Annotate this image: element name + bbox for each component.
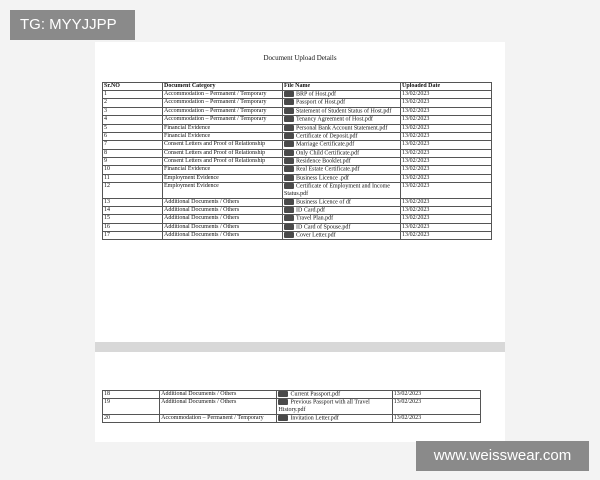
cell-uploaded-date-text: 13/02/2023 — [402, 215, 430, 222]
cell-document-category-text: Accommodation – Permanent / Temporary — [164, 99, 267, 106]
cell-file-name — [283, 107, 401, 115]
cell-sr-no-text: 4 — [104, 116, 107, 123]
table-row — [103, 124, 492, 132]
cell-uploaded-date — [392, 414, 480, 422]
redaction-mark — [284, 207, 294, 213]
cell-uploaded-date-text: 13/02/2023 — [402, 158, 430, 164]
cell-uploaded-date — [401, 174, 492, 182]
cell-sr-no-text: 15 — [104, 215, 110, 222]
cell-document-category — [163, 232, 283, 240]
cell-file-name — [283, 149, 401, 157]
cell-document-category — [163, 91, 283, 99]
cell-sr-no — [103, 124, 163, 132]
redaction-mark — [284, 108, 294, 114]
cell-sr-no — [103, 174, 163, 182]
page-break — [95, 342, 505, 352]
cell-file-name — [283, 132, 401, 140]
redaction-mark — [284, 175, 294, 181]
cell-sr-no-text: 17 — [104, 232, 110, 238]
redaction-mark — [284, 91, 294, 97]
table-row — [103, 91, 492, 99]
cell-sr-no — [103, 158, 163, 166]
cell-sr-no — [103, 91, 163, 99]
cell-uploaded-date — [401, 91, 492, 99]
cell-sr-no-text: 3 — [104, 107, 107, 114]
redaction-mark — [284, 215, 294, 221]
cell-file-name — [283, 174, 401, 182]
cell-sr-no-text: 8 — [104, 149, 107, 156]
channel-tag: TG: MYYJJPP — [10, 10, 135, 40]
cell-sr-no — [103, 198, 163, 206]
cell-document-category-text: Accommodation – Permanent / Temporary — [164, 107, 267, 114]
redaction-mark — [284, 99, 294, 105]
cell-document-category-text: Financial Evidence — [164, 124, 211, 131]
cell-document-category-text: Consent Letters and Proof of Relationship — [164, 158, 266, 164]
cell-sr-no — [103, 116, 163, 124]
cell-sr-no-text: 12 — [104, 183, 110, 190]
cell-document-category — [163, 206, 283, 214]
redaction-mark — [284, 116, 294, 122]
cell-file-name — [277, 399, 392, 414]
cell-file-name — [283, 223, 401, 231]
header-uploaded-date: Uploaded Date — [401, 83, 492, 91]
cell-file-name-text: Passport of Host.pdf — [296, 99, 346, 106]
cell-file-name-text: Tenancy Agreement of Host.pdf — [296, 116, 373, 123]
cell-file-name-text: Cover Letter.pdf — [296, 232, 336, 239]
cell-uploaded-date — [401, 183, 492, 198]
cell-uploaded-date — [401, 158, 492, 166]
cell-file-name-text: Certificate of Employment and Income Status.pdf — [284, 183, 390, 197]
cell-document-category-text: Accommodation – Permanent / Temporary — [161, 414, 264, 421]
header-sr-no: Sr.NO — [103, 83, 163, 91]
cell-uploaded-date — [401, 116, 492, 124]
cell-uploaded-date — [401, 132, 492, 140]
cell-uploaded-date-text: 13/02/2023 — [402, 198, 430, 205]
cell-document-category-text: Additional Documents / Others — [161, 391, 237, 397]
cell-sr-no-text: 20 — [104, 414, 110, 421]
table-row — [103, 414, 481, 422]
cell-file-name — [283, 158, 401, 166]
cell-sr-no-text: 7 — [104, 141, 107, 148]
cell-document-category — [163, 198, 283, 206]
cell-file-name-text: ID Card.pdf — [296, 207, 325, 214]
cell-sr-no-text: 5 — [104, 124, 107, 131]
header-document-category: Document Category — [163, 83, 283, 91]
cell-file-name-text: BRP of Host.pdf — [296, 91, 336, 98]
cell-document-category — [163, 223, 283, 231]
cell-document-category-text: Accommodation – Permanent / Temporary — [164, 91, 267, 97]
cell-document-category — [163, 99, 283, 107]
cell-file-name-text: Personal Bank Account Statement.pdf — [296, 124, 388, 131]
cell-uploaded-date-text: 13/02/2023 — [402, 183, 430, 190]
cell-file-name-text: Real Estate Certificate.pdf — [296, 166, 360, 173]
cell-document-category-text: Additional Documents / Others — [161, 399, 237, 406]
cell-uploaded-date-text: 13/02/2023 — [393, 391, 422, 397]
cell-sr-no — [103, 215, 163, 223]
cell-file-name-text: Statement of Student Status of Host.pdf — [296, 108, 392, 115]
header-file-name: File Name — [283, 83, 401, 91]
cell-sr-no — [103, 399, 160, 414]
cell-file-name-text: Only Child Certificate.pdf — [296, 150, 360, 156]
cell-uploaded-date-text: 13/02/2023 — [402, 99, 430, 106]
upload-table — [102, 82, 492, 240]
cell-sr-no-text: 10 — [104, 166, 110, 173]
cell-sr-no — [103, 132, 163, 140]
table-row — [103, 391, 481, 399]
cell-document-category — [163, 149, 283, 157]
cell-document-category-text: Consent Letters and Proof of Relationship — [164, 149, 266, 156]
cell-uploaded-date-text: 13/02/2023 — [402, 149, 430, 156]
table-header-row — [103, 83, 492, 91]
table-row — [103, 99, 492, 107]
redaction-mark — [284, 199, 294, 205]
cell-sr-no — [103, 183, 163, 198]
cell-sr-no — [103, 232, 163, 240]
cell-file-name — [277, 414, 392, 422]
cell-sr-no-text: 19 — [104, 399, 110, 406]
table-row — [103, 206, 492, 214]
cell-sr-no-text: 11 — [104, 174, 110, 181]
cell-sr-no-text: 18 — [104, 391, 110, 397]
table-row — [103, 116, 492, 124]
cell-sr-no-text: 9 — [104, 158, 107, 164]
table-row — [103, 215, 492, 223]
cell-document-category-text: Additional Documents / Others — [164, 223, 240, 230]
watermark: www.weisswear.com — [416, 441, 589, 471]
redaction-mark — [284, 150, 294, 156]
document-title: Document Upload Details — [263, 54, 337, 62]
redaction-mark — [284, 183, 294, 189]
cell-uploaded-date — [392, 399, 480, 414]
cell-uploaded-date — [401, 206, 492, 214]
cell-file-name — [283, 124, 401, 132]
cell-document-category — [163, 166, 283, 174]
cell-uploaded-date — [401, 198, 492, 206]
document-page-1 — [95, 42, 505, 342]
cell-uploaded-date — [401, 107, 492, 115]
cell-file-name-text: Invitation Letter.pdf — [290, 415, 339, 422]
cell-uploaded-date-text: 13/02/2023 — [402, 124, 430, 131]
table-row — [103, 107, 492, 115]
cell-uploaded-date-text: 13/02/2023 — [393, 399, 422, 406]
cell-document-category — [163, 174, 283, 182]
cell-file-name-text: Current Passport.pdf — [290, 391, 341, 398]
cell-sr-no — [103, 107, 163, 115]
table-row — [103, 141, 492, 149]
cell-document-category — [163, 183, 283, 198]
cell-file-name-text: Previous Passport with all Travel History.pdf — [278, 399, 370, 413]
cell-uploaded-date — [401, 215, 492, 223]
document-page-2 — [95, 352, 505, 442]
cell-uploaded-date-text: 13/02/2023 — [402, 107, 430, 114]
table-row — [103, 174, 492, 182]
cell-document-category — [160, 399, 277, 414]
cell-sr-no — [103, 141, 163, 149]
cell-document-category-text: Accommodation – Permanent / Temporary — [164, 116, 267, 123]
cell-document-category-text: Financial Evidence — [164, 132, 211, 139]
cell-uploaded-date-text: 13/02/2023 — [402, 223, 430, 230]
cell-sr-no — [103, 414, 160, 422]
cell-sr-no-text: 1 — [104, 91, 107, 97]
cell-uploaded-date-text: 13/02/2023 — [402, 116, 430, 123]
cell-uploaded-date-text: 13/02/2023 — [402, 166, 430, 173]
cell-file-name-text: Residence Booklet.pdf — [296, 158, 351, 165]
cell-document-category — [163, 158, 283, 166]
cell-document-category — [160, 414, 277, 422]
cell-file-name — [277, 391, 392, 399]
redaction-mark — [284, 166, 294, 172]
cell-uploaded-date — [401, 149, 492, 157]
cell-uploaded-date-text: 13/02/2023 — [402, 174, 430, 181]
cell-file-name — [283, 116, 401, 124]
cell-document-category — [163, 116, 283, 124]
cell-document-category-text: Additional Documents / Others — [164, 198, 240, 205]
cell-uploaded-date — [401, 141, 492, 149]
cell-uploaded-date — [401, 166, 492, 174]
cell-document-category — [163, 215, 283, 223]
table-row — [103, 399, 481, 414]
cell-uploaded-date-text: 13/02/2023 — [402, 132, 430, 139]
cell-sr-no — [103, 149, 163, 157]
redaction-mark — [284, 224, 294, 230]
cell-file-name — [283, 206, 401, 214]
redaction-mark — [278, 415, 288, 421]
cell-uploaded-date-text: 13/02/2023 — [402, 141, 430, 148]
upload-table-continued — [102, 390, 481, 423]
redaction-mark — [284, 125, 294, 131]
cell-sr-no-text: 2 — [104, 99, 107, 106]
cell-uploaded-date — [401, 99, 492, 107]
table-row — [103, 132, 492, 140]
cell-uploaded-date — [401, 223, 492, 231]
redaction-mark — [284, 232, 294, 238]
cell-uploaded-date-text: 13/02/2023 — [402, 232, 430, 238]
cell-file-name-text: Certificate of Deposit.pdf — [296, 133, 358, 140]
redaction-mark — [284, 141, 294, 147]
cell-file-name — [283, 141, 401, 149]
table-row — [103, 198, 492, 206]
table-row — [103, 223, 492, 231]
cell-file-name — [283, 215, 401, 223]
table-row — [103, 149, 492, 157]
cell-document-category — [163, 132, 283, 140]
cell-document-category — [163, 124, 283, 132]
cell-document-category-text: Employment Evidence — [164, 183, 219, 190]
cell-document-category-text: Additional Documents / Others — [164, 215, 240, 222]
cell-file-name — [283, 183, 401, 198]
cell-sr-no-text: 16 — [104, 223, 110, 230]
cell-document-category-text: Employment Evidence — [164, 174, 219, 181]
cell-sr-no — [103, 99, 163, 107]
cell-file-name — [283, 91, 401, 99]
redaction-mark — [278, 399, 288, 405]
table-row — [103, 183, 492, 198]
cell-document-category-text: Financial Evidence — [164, 166, 211, 173]
cell-sr-no — [103, 206, 163, 214]
table-row — [103, 232, 492, 240]
table-row — [103, 158, 492, 166]
cell-file-name-text: Business Licence of df — [296, 198, 351, 205]
cell-document-category — [163, 141, 283, 149]
cell-file-name-text: ID Card of Spouse.pdf — [296, 224, 351, 230]
cell-sr-no-text: 14 — [104, 206, 110, 213]
cell-file-name — [283, 166, 401, 174]
cell-file-name — [283, 198, 401, 206]
cell-uploaded-date-text: 13/02/2023 — [402, 91, 430, 97]
cell-file-name-text: Marriage Certificate.pdf — [296, 141, 355, 148]
cell-sr-no — [103, 391, 160, 399]
cell-file-name-text: Business Licence .pdf — [296, 175, 349, 182]
cell-file-name — [283, 232, 401, 240]
cell-uploaded-date — [401, 124, 492, 132]
cell-uploaded-date — [401, 232, 492, 240]
cell-sr-no-text: 6 — [104, 132, 107, 139]
cell-uploaded-date — [392, 391, 480, 399]
redaction-mark — [284, 158, 294, 164]
cell-uploaded-date-text: 13/02/2023 — [402, 206, 430, 213]
cell-uploaded-date-text: 13/02/2023 — [393, 414, 422, 421]
cell-sr-no — [103, 223, 163, 231]
redaction-mark — [284, 133, 294, 139]
cell-file-name — [283, 99, 401, 107]
cell-sr-no-text: 13 — [104, 198, 110, 205]
cell-sr-no — [103, 166, 163, 174]
cell-document-category — [163, 107, 283, 115]
cell-document-category-text: Consent Letters and Proof of Relationship — [164, 141, 266, 148]
cell-file-name-text: Travel Plan.pdf — [296, 215, 334, 222]
redaction-mark — [278, 391, 288, 397]
cell-document-category-text: Additional Documents / Others — [164, 206, 240, 213]
cell-document-category — [160, 391, 277, 399]
cell-document-category-text: Additional Documents / Others — [164, 232, 240, 238]
table-row — [103, 166, 492, 174]
